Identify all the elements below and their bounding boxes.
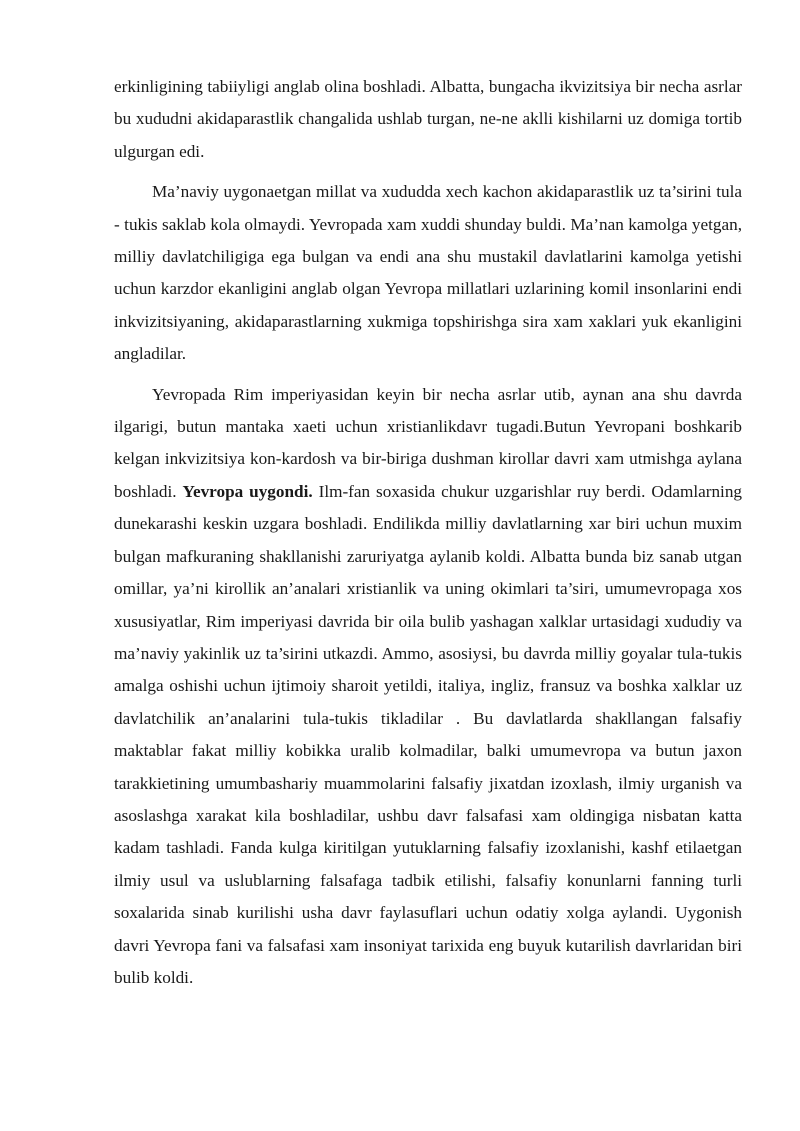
- paragraph-1: erkinligining tabiiyligi anglab olina boshladi. Albatta, bungacha ikvizitsiya bir necha asrlar bu xududni akidaparastlik changalida ushlab turgan, ne-ne aklli kishilarni uz domiga tortib ulgurgan edi.: [114, 77, 742, 161]
- emphasis-yevropa-uygondi: Yevropa uygondi.: [182, 481, 313, 501]
- paragraph-3-text-after: Ilm-fan soxasida chukur uzgarishlar ruy berdi. Odamlarning dunekarashi keskin uzgara boshladi. Endilikda milliy davlatlarning xar biri uchun muxim bulgan mafkuraning shakllanishi zaruriyatga aylanib koldi. Albatta bunda biz sanab utgan omillar, ya’ni kirollik an’analari xristianlik va uning okimlari ta’siri, umumevropaga xos xususiyatlar, Rim imperiyasi davrida bir oila bulib yashagan xalklar urtasidagi xududiy va ma’naviy yakinlik uz ta’sirini utkazdi. Ammo, asosiysi, bu davrda milliy goyalar tula-tukis amalga oshishi uchun ijtimoiy sharoit yetildi, italiya, ingliz, fransuz va boshka xalklar uz davlatchilik an’analarini tula-tukis tikladilar . Bu davlatlarda shakllangan falsafiy maktablar fakat milliy kobikka uralib kolmadilar, balki umumevropa va butun jaxon tarakkietining umumbashariy muammolarini falsafiy jixatdan izoxlash, ilmiy urganish va asoslashga xarakat kila boshladilar, ushbu davr falsafasi xam oldingiga nisbatan katta kadam tashladi. Fanda kulga kiritilgan yutuklarning falsafiy izoxlanishi, kashf etilaetgan ilmiy usul va uslublarning falsafaga tadbik etilishi, falsafiy konunlarni fanning turli soxalarida sinab kurilishi usha davr faylasuflari uchun odatiy xolga aylandi. Uygonish davri Yevropa fani va falsafasi xam insoniyat tarixida eng buyuk kutarilish davrlaridan biri bulib koldi.: [114, 481, 743, 987]
- paragraph-3: [114, 379, 742, 995]
- paragraph-3-text-before: Yevropada Rim imperiyasidan keyin bir necha asrlar utib, aynan ana shu davrda ilgarigi, butun mantaka xaeti uchun xristianlikdavr tugadi.Butun Yevropani boshkarib kelgan inkvizitsiya kon-kardosh va bir-biriga dushman kirollar davri xam utmishga aylana boshladi.: [114, 384, 742, 501]
- paragraph-2: Ma’naviy uygonaetgan millat va xududda xech kachon akidaparastlik uz ta’sirini tula - tukis saklab kola olmaydi. Yevropada xam xuddi shunday buldi. Ma’nan kamolga yetgan, milliy davlatchiligiga ega bulgan va endi ana shu mustakil davlatlarini kamolga yetishi uchun karzdor ekanligini anglab olgan Yevropa millatlari uzlarining komil insonlarini endi inkvizitsiyaning, akidaparastlarning xukmiga topshirishga sira xam xaklari yuk ekanligini angladilar.: [114, 182, 742, 364]
- document-page: [114, 71, 742, 1002]
